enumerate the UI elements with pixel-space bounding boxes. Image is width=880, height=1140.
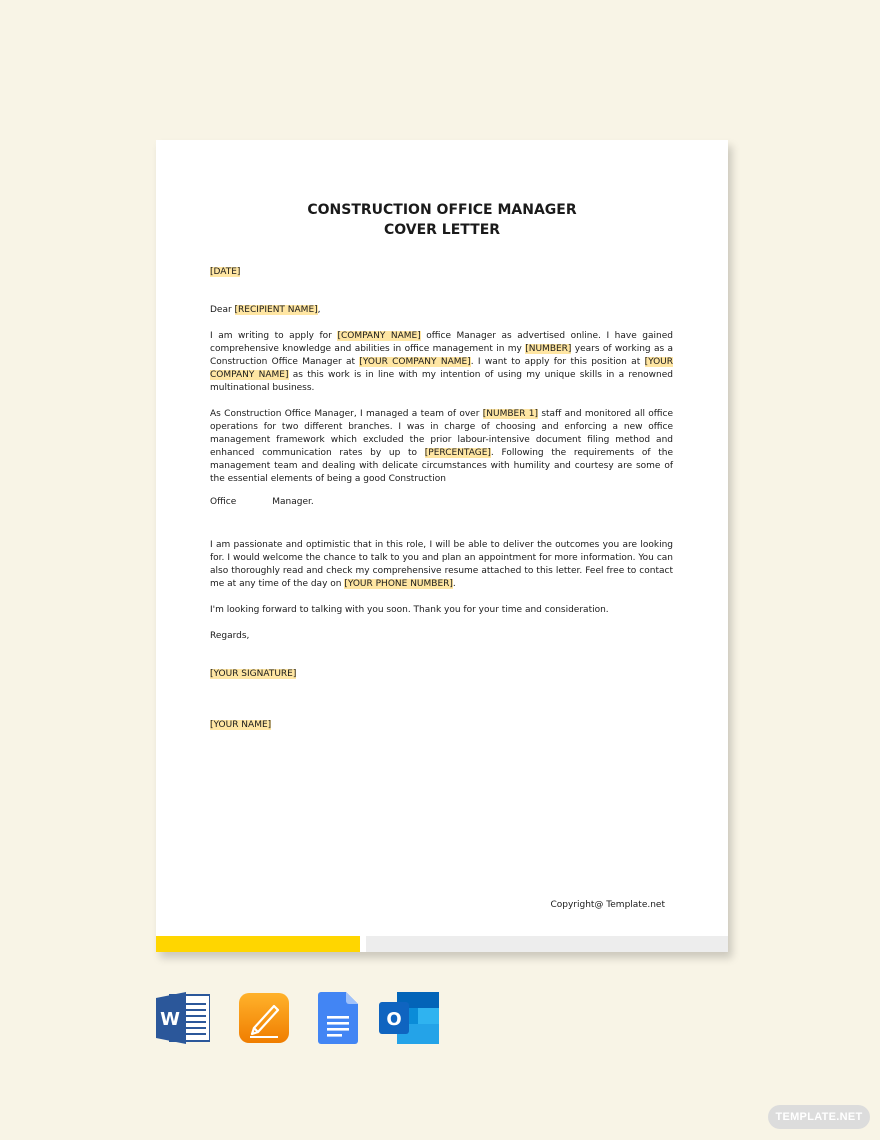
recipient-placeholder: [RECIPIENT NAME]: [234, 305, 318, 315]
template-net-watermark[interactable]: TEMPLATE.NET: [768, 1105, 870, 1129]
name-line: [210, 719, 673, 732]
word-icon[interactable]: [156, 992, 210, 1044]
document-page: [156, 140, 728, 952]
word-icon-letter: W: [160, 1009, 180, 1030]
date-placeholder: [DATE]: [210, 267, 241, 277]
paragraph-2-tail: Office Manager.: [210, 497, 314, 507]
paragraph-1: I am writing to apply for [COMPANY NAME] office Manager as advertised online. I have gained comprehensive knowledge and abilities in office management in my [NUMBER] years of working as a Construction Office Manager at [YOUR COMPANY NAME]. I want to apply for this position at [YOUR COMPANY NAME] as this work is in line with my intention of using my unique skills in a renowned multinational business.: [210, 331, 674, 393]
signature-line: [210, 668, 673, 681]
number-1-placeholder: [NUMBER 1]: [482, 409, 539, 419]
company-name-placeholder: [COMPANY NAME]: [337, 331, 421, 341]
letter-body: [210, 266, 673, 732]
number-placeholder: [NUMBER]: [525, 344, 572, 354]
footer-accent-bar: [156, 936, 360, 952]
phone-placeholder: [YOUR PHONE NUMBER]: [344, 579, 453, 589]
title-line-1: CONSTRUCTION OFFICE MANAGER: [307, 202, 577, 218]
outlook-icon-letter: O: [386, 1009, 402, 1030]
closing-line: Regards,: [210, 631, 250, 641]
pages-icon[interactable]: [238, 992, 292, 1044]
name-placeholder: [YOUR NAME]: [210, 720, 272, 730]
paragraph-2: As Construction Office Manager, I managed a team of over [NUMBER 1] staff and monitored all office operations for two different branches. I was in charge of choosing and enforcing a new office management framework which excluded the prior labour-intensive document filing method and enhanced communication rates by up to [PERCENTAGE]. Following the requirements of the management team and dealing with delicate circumstances with humility and courtesy are some of the essential elements of being a good Construction: [210, 409, 673, 484]
paragraph-4: I'm looking forward to talking with you soon. Thank you for your time and consideration.: [210, 605, 609, 615]
your-company-name-placeholder-2: [YOUR COMPANY NAME]: [210, 357, 674, 380]
document-title: [156, 200, 728, 240]
footer-grey-bar: [366, 936, 728, 952]
outlook-icon[interactable]: [379, 992, 439, 1044]
paragraph-3: I am passionate and optimistic that in this role, I will be able to deliver the outcomes you are looking for. I would welcome the chance to talk to you and plan an appointment for more information. You can also thoroughly read and check my comprehensive resume attached to this letter. Feel free to contact me at any time of the day on [YOUR PHONE NUMBER].: [210, 540, 673, 589]
your-company-name-placeholder: [YOUR COMPANY NAME]: [359, 357, 471, 367]
title-line-2: COVER LETTER: [383, 222, 501, 238]
greeting-line: Dear [RECIPIENT NAME],: [210, 305, 321, 315]
percentage-placeholder: [PERCENTAGE]: [424, 448, 491, 458]
date-line: [210, 266, 673, 279]
copyright-site: Template.net: [606, 900, 665, 910]
copyright-text: Copyright@ Template.net: [550, 900, 665, 910]
google-docs-icon[interactable]: [318, 992, 372, 1044]
signature-placeholder: [YOUR SIGNATURE]: [210, 669, 297, 679]
